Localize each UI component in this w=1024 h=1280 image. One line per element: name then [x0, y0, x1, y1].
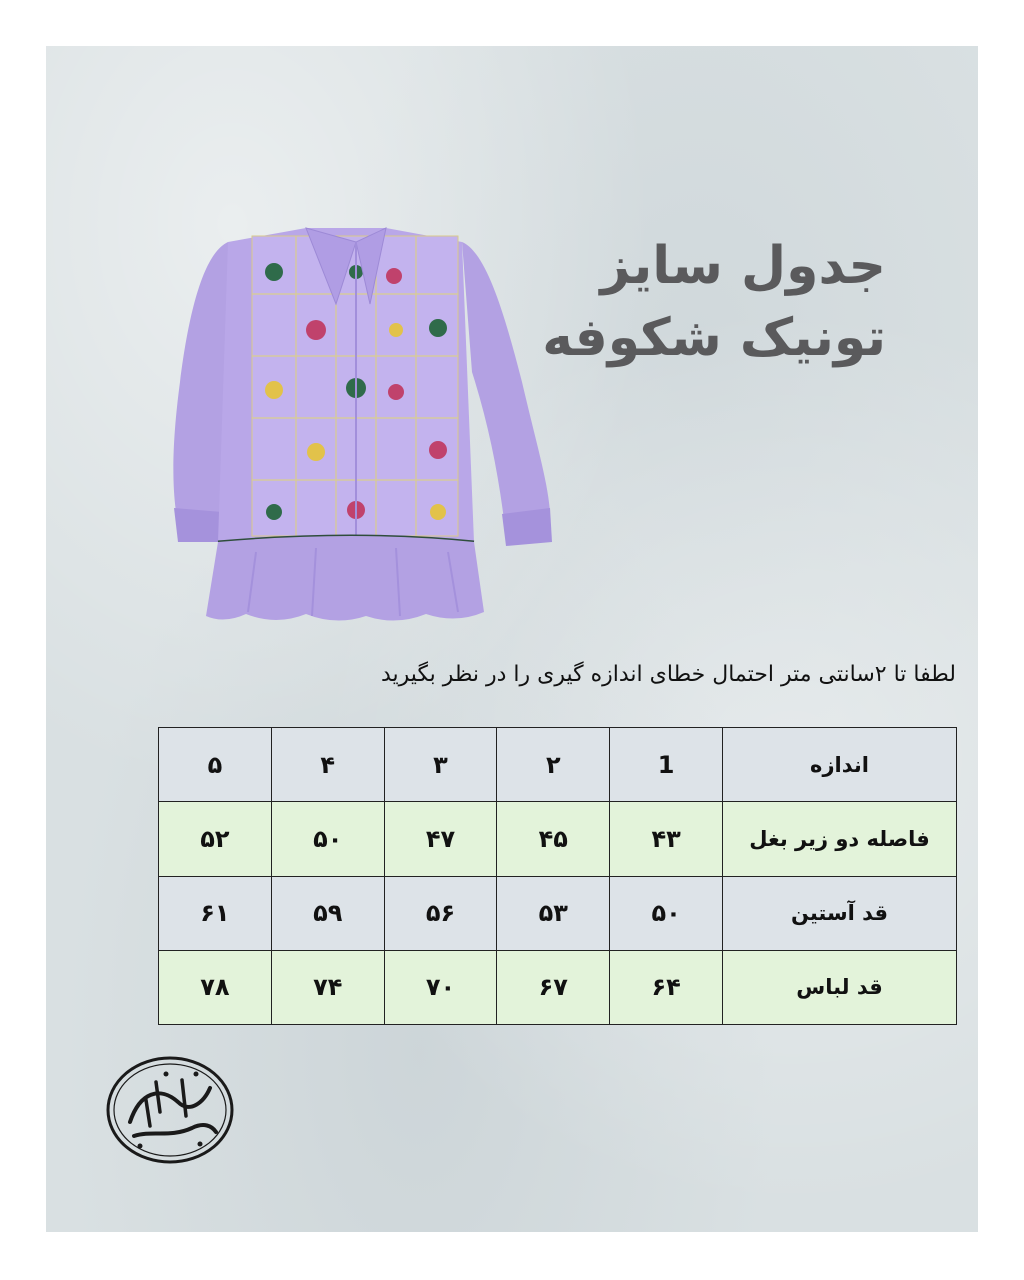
- table-row: [159, 802, 957, 876]
- size-col: ۴: [271, 728, 384, 802]
- size-col: ۲: [497, 728, 610, 802]
- row-label: فاصله دو زیر بغل: [723, 802, 957, 876]
- page-title: جدول سایز: [600, 236, 886, 296]
- size-col: 1: [610, 728, 723, 802]
- row-label: قد آستین: [723, 876, 957, 950]
- table-cell: ۷۴: [271, 950, 384, 1024]
- table-cell: ۷۸: [159, 950, 272, 1024]
- table-cell: ۴۵: [497, 802, 610, 876]
- size-chart-card: [46, 46, 978, 1232]
- table-header-row: [159, 728, 957, 802]
- table-cell: ۴۷: [384, 802, 497, 876]
- table-cell: ۴۳: [610, 802, 723, 876]
- table-cell: ۵۲: [159, 802, 272, 876]
- table-cell: ۵۰: [271, 802, 384, 876]
- size-col: ۵: [159, 728, 272, 802]
- table-cell: ۷۰: [384, 950, 497, 1024]
- table-cell: ۵۳: [497, 876, 610, 950]
- table-cell: ۵۰: [610, 876, 723, 950]
- table-row: [159, 876, 957, 950]
- row-label: قد لباس: [723, 950, 957, 1024]
- table-cell: ۶۱: [159, 876, 272, 950]
- size-col: ۳: [384, 728, 497, 802]
- purple-embroidered-tunic-icon: [166, 212, 556, 632]
- size-table: [158, 727, 957, 1025]
- table-cell: ۶۴: [610, 950, 723, 1024]
- table-cell: ۵۶: [384, 876, 497, 950]
- row-label: اندازه: [723, 728, 957, 802]
- measurement-note: لطفا تا ۲سانتی متر احتمال خطای اندازه گیری را در نظر بگیرید: [381, 662, 956, 687]
- page-subtitle: تونیک شکوفه: [542, 308, 886, 368]
- table-cell: ۵۹: [271, 876, 384, 950]
- table-row: [159, 950, 957, 1024]
- table-cell: ۶۷: [497, 950, 610, 1024]
- calligraphy-seal-logo-icon: [100, 1052, 240, 1168]
